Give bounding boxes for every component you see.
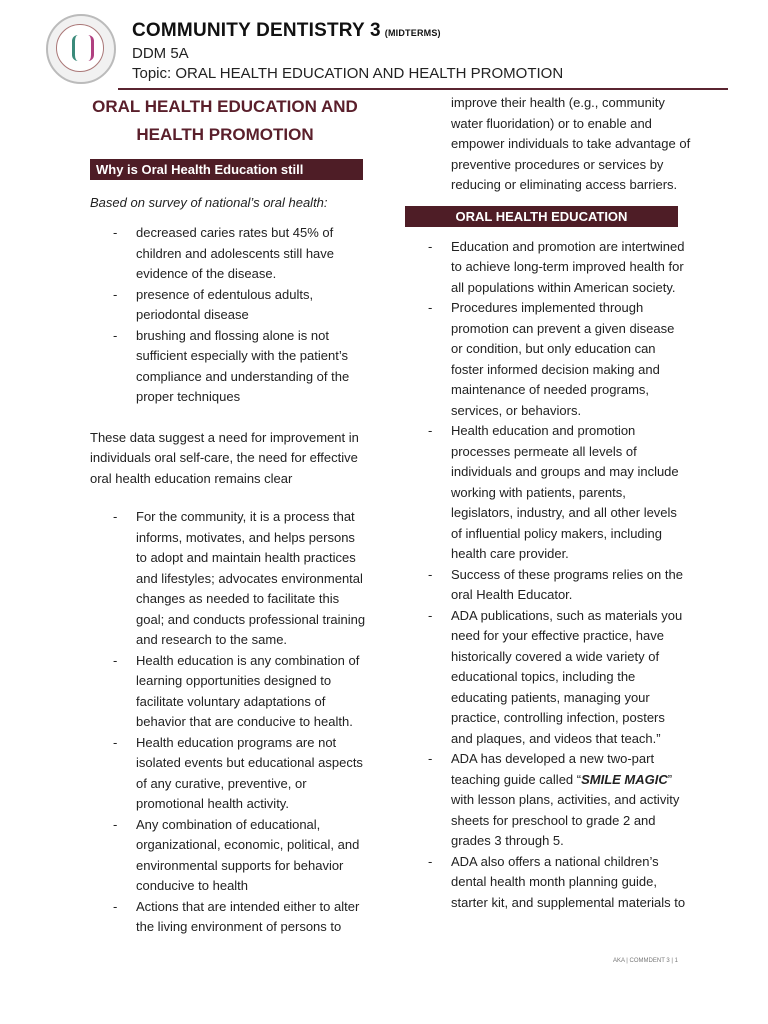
header-divider xyxy=(118,88,728,90)
exam-period: (MIDTERMS) xyxy=(384,28,441,38)
title-line-1: ORAL HEALTH EDUCATION AND xyxy=(92,97,358,116)
topic-line: Topic: ORAL HEALTH EDUCATION AND HEALTH PROMOTION xyxy=(132,65,564,82)
right-column xyxy=(405,93,691,913)
definition-list xyxy=(136,507,365,938)
list-item: - Any combination of educational, organizational, economic, political, and environmental supports for behavior conducive to health xyxy=(136,815,366,897)
list-item: - Actions that are intended either to alter the living environment of persons to xyxy=(136,897,366,938)
list-item: - ADA publications, such as materials you need for your effective practice, have historically covered a wide variety of educational topics, including the educating patients, managing your practice, controlling infection, posters and plaques, and videos that teach.” xyxy=(451,606,686,750)
college-seal-logo xyxy=(46,14,116,84)
list-item: - brushing and flossing alone is not sufficient especially with the patient’s compliance and understanding of the proper techniques xyxy=(136,326,366,408)
continued-text: improve their health (e.g., community water fluoridation) or to enable and empower individuals to take advantage of preventive procedures or services by reducing or eliminating access barriers. xyxy=(451,95,691,192)
list-item: - ADA also offers a national children’s dental health month planning guide, starter kit, and supplemental materials to xyxy=(451,852,686,914)
education-points xyxy=(451,237,686,914)
section-heading-oral-health-education: ORAL HEALTH EDUCATION xyxy=(405,206,678,227)
page-header xyxy=(0,0,768,90)
smile-text-after: ” with lesson plans, activities, and activity sheets for preschool to grade 2 and grades 3 through 5. xyxy=(451,771,680,848)
smile-text-before: ADA has developed a new two-part teaching guide called “ xyxy=(451,751,655,787)
list-item-smile-magic xyxy=(451,749,686,852)
list-item: - Success of these programs relies on the oral Health Educator. xyxy=(451,565,686,606)
list-item: - Procedures implemented through promotion can prevent a given disease or condition, but only education can foster informed decision making and maintenance of needed programs, services, or behaviors. xyxy=(451,298,686,421)
oral-health-education-list xyxy=(451,237,686,914)
document-title xyxy=(90,93,360,149)
list-item: - For the community, it is a process that informs, motivates, and helps persons to adopt and maintain health practices and lifestyles; advocates environmental changes as needed to facilitate this goal; and conducts professional training and research to the same. xyxy=(136,507,366,651)
list-item: - Health education is any combination of learning opportunities designed to facilitate voluntary adaptations of behavior that are conducive to health. xyxy=(136,651,366,733)
survey-list xyxy=(136,223,365,408)
list-item: - presence of edentulous adults, periodontal disease xyxy=(136,285,366,326)
list-item: - decreased caries rates but 45% of children and adolescents still have evidence of the disease. xyxy=(136,223,366,285)
page-footer: AKA | COMMDENT 3 | 1 xyxy=(612,958,678,964)
list-item: - Education and promotion are intertwined to achieve long-term improved health for all populations within American society. xyxy=(451,237,686,299)
course-code: DDM 5A xyxy=(132,45,189,62)
title-line-2: HEALTH PROMOTION xyxy=(136,125,314,144)
summary-paragraph: These data suggest a need for improvement in individuals oral self-care, the need for effective oral health education remains clear xyxy=(90,429,359,486)
list-item: - Health education programs are not isolated events but educational aspects of any curative, preventive, or promotional health activity. xyxy=(136,733,366,815)
seal-emblem xyxy=(56,24,104,72)
section-heading-importance: Why is Oral Health Education still important? xyxy=(90,159,363,180)
list-item: - Health education and promotion processes permeate all levels of individuals and groups and may include working with patients, parents, legislators, industry, and all other levels of influential policy makers, including health care provider. xyxy=(451,421,686,565)
survey-intro: Based on survey of national’s oral health: xyxy=(90,195,328,210)
caduceus-icon xyxy=(72,35,94,61)
course-title: COMMUNITY DENTISTRY 3 (MIDTERMS) xyxy=(132,20,441,41)
smile-magic-name: SMILE MAGIC xyxy=(581,771,668,787)
left-column xyxy=(90,93,365,938)
